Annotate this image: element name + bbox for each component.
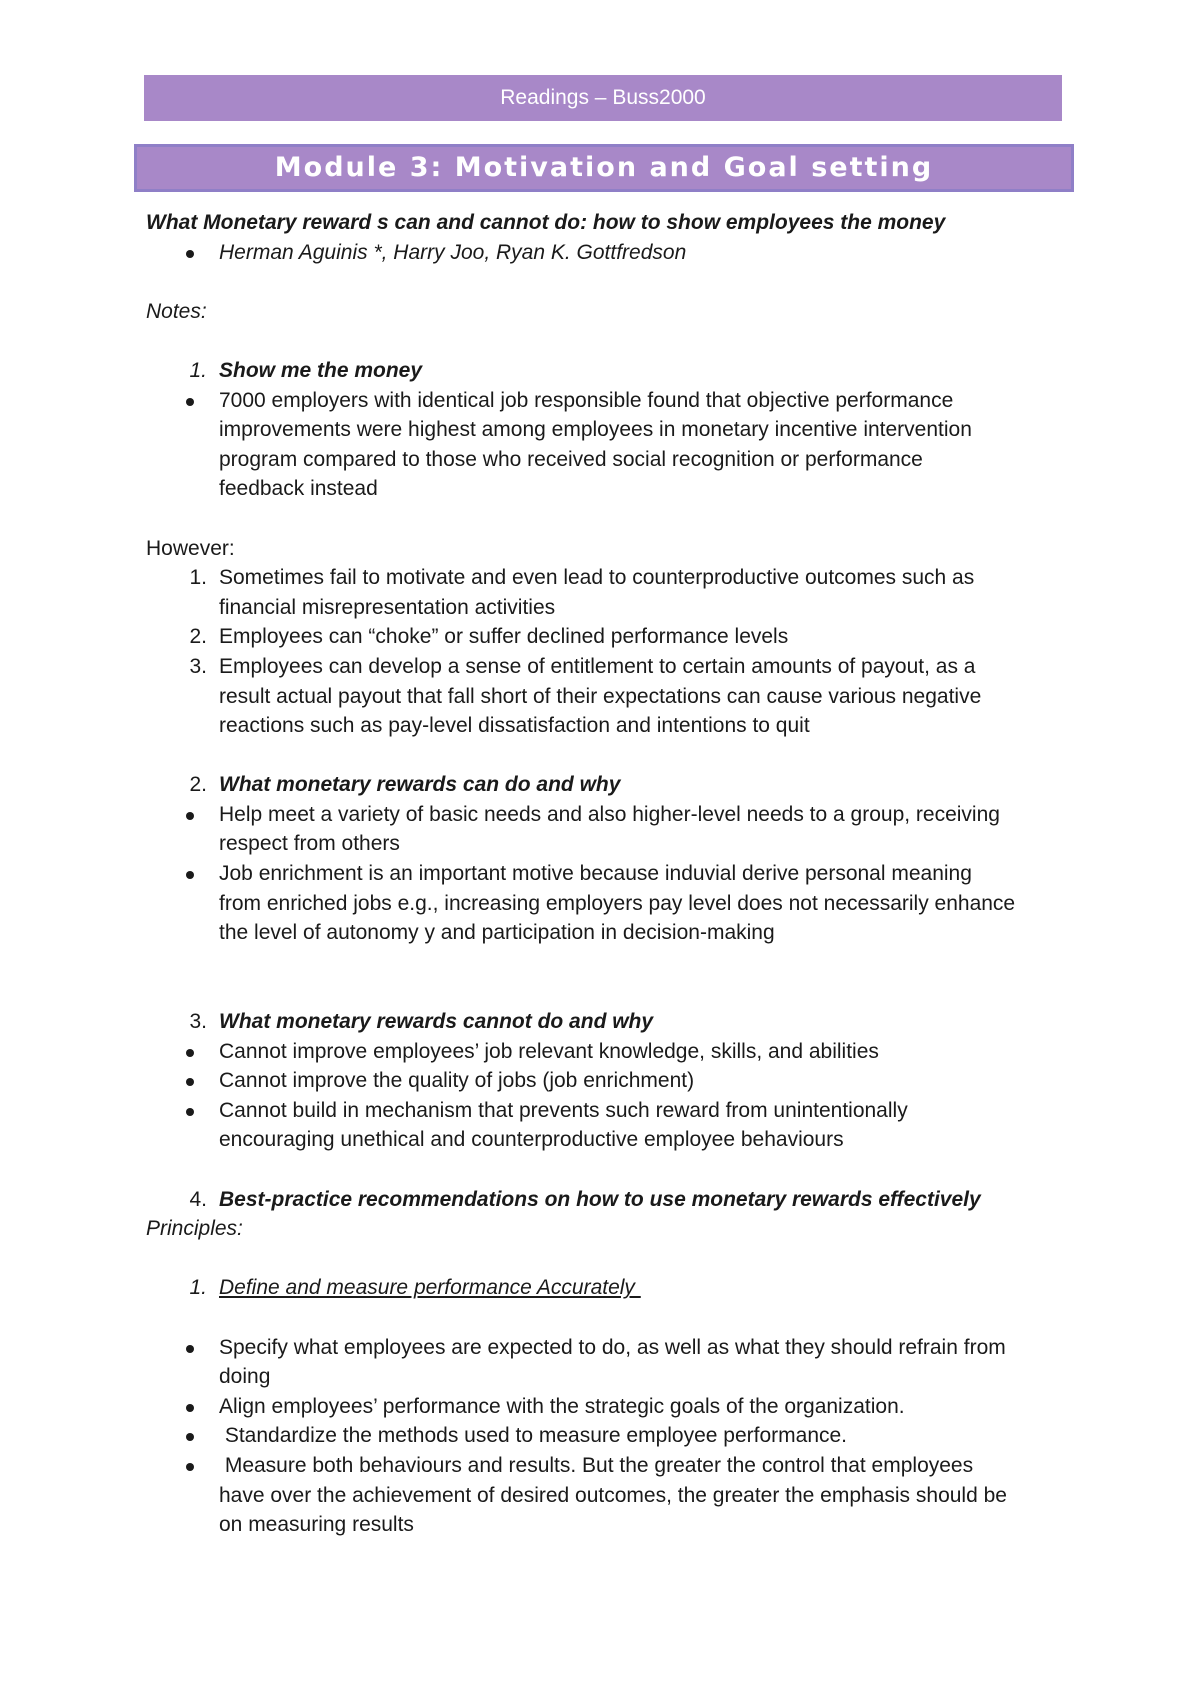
notes-label: Notes: [146, 299, 207, 323]
bullet-continuation [146, 918, 1066, 948]
item-number: 3. [189, 654, 207, 678]
page-header: Readings – Buss2000 [144, 75, 1062, 121]
bullet-continuation [146, 1481, 1066, 1511]
however-item-1 [146, 563, 1066, 593]
bullet-text-line: encouraging unethical and counterproductive employee behaviours [219, 1128, 844, 1152]
bullet-text-line: program compared to those who received social recognition or performance [219, 447, 923, 471]
section-2-bullet-2 [146, 859, 1066, 889]
bullet-continuation [146, 1510, 1066, 1540]
bullet-continuation [146, 415, 1066, 445]
bullet-continuation [146, 889, 1066, 919]
item-continuation [146, 711, 1066, 741]
document-body [146, 208, 1066, 1540]
spacer [146, 977, 1066, 1007]
section-number: 1. [189, 358, 207, 382]
section-2-heading: What monetary rewards can do and why [219, 773, 621, 797]
item-number: 1. [189, 566, 207, 590]
section-1-heading: Show me the money [219, 358, 423, 382]
item-text-line: reactions such as pay-level dissatisfaction and intentions to quit [219, 714, 810, 738]
section-3-bullet-2 [146, 1066, 1066, 1096]
principles-label-line [146, 1214, 1066, 1244]
bullet-icon [146, 238, 219, 267]
principle-1-heading-line [146, 1273, 1066, 1303]
authors-line [146, 238, 1066, 268]
section-4-heading-line [146, 1185, 1066, 1215]
bullet-text-line: Cannot build in mechanism that prevents such reward from unintentionally [219, 1098, 908, 1122]
item-text-line: Employees can “choke” or suffer declined performance levels [219, 625, 789, 649]
however-label: However: [146, 536, 235, 560]
section-3-heading: What monetary rewards cannot do and why [219, 1010, 654, 1034]
spacer [146, 948, 1066, 978]
item-continuation [146, 593, 1066, 623]
bullet-icon [146, 1066, 219, 1095]
item-continuation [146, 682, 1066, 712]
spacer [146, 1303, 1066, 1333]
bullet-icon [146, 1037, 219, 1066]
bullet-text-line: 7000 employers with identical job responsible found that objective performance [219, 388, 954, 412]
bullet-text-line: Specify what employees are expected to do, as well as what they should refrain from [219, 1335, 1006, 1359]
section-number: 2. [189, 773, 207, 797]
bullet-text-line: respect from others [219, 832, 400, 856]
section-1-bullet [146, 386, 1066, 416]
bullet-text-line: improvements were highest among employees in monetary incentive intervention [219, 418, 972, 442]
article-title-line [146, 208, 1066, 238]
principle-1-heading: Define and measure performance Accurately [219, 1276, 641, 1300]
section-3-heading-line [146, 1007, 1066, 1037]
bullet-icon [146, 386, 219, 415]
module-title: Module 3: Motivation and Goal setting [134, 144, 1074, 192]
article-authors: Herman Aguinis *, Harry Joo, Ryan K. Gottfredson [219, 240, 687, 264]
bullet-text-line: from enriched jobs e.g., increasing employers pay level does not necessarily enhance [219, 891, 1016, 915]
spacer [146, 1155, 1066, 1185]
bullet-icon [146, 1451, 219, 1480]
bullet-text-line: the level of autonomy y and participation in decision-making [219, 921, 775, 945]
bullet-icon [146, 1333, 219, 1362]
section-number: 4. [189, 1187, 207, 1211]
bullet-text-line: Align employees’ performance with the strategic goals of the organization. [219, 1394, 905, 1418]
spacer [146, 504, 1066, 534]
bullet-text-line: Cannot improve employees’ job relevant knowledge, skills, and abilities [219, 1039, 879, 1063]
bullet-continuation [146, 474, 1066, 504]
bullet-text-line: on measuring results [219, 1513, 414, 1537]
bullet-continuation [146, 1362, 1066, 1392]
however-item-3 [146, 652, 1066, 682]
principle-1-bullet-1 [146, 1333, 1066, 1363]
spacer [146, 1244, 1066, 1274]
bullet-text-line: doing [219, 1365, 271, 1389]
bullet-text-line: Measure both behaviours and results. But the greater the control that employees [219, 1453, 974, 1477]
bullet-text-line: Help meet a variety of basic needs and also higher-level needs to a group, receiving [219, 802, 1000, 826]
bullet-continuation [146, 1125, 1066, 1155]
section-3-bullet-3 [146, 1096, 1066, 1126]
bullet-icon [146, 1392, 219, 1421]
bullet-icon [146, 1096, 219, 1125]
section-number: 3. [189, 1010, 207, 1034]
item-text-line: financial misrepresentation activities [219, 595, 556, 619]
item-number: 2. [189, 625, 207, 649]
section-2-bullet-1 [146, 800, 1066, 830]
notes-label-line [146, 297, 1066, 327]
spacer [146, 326, 1066, 356]
bullet-text-line: have over the achievement of desired outcomes, the greater the emphasis should be [219, 1483, 1007, 1507]
item-text-line: Employees can develop a sense of entitlement to certain amounts of payout, as a [219, 654, 976, 678]
bullet-continuation [146, 829, 1066, 859]
spacer [146, 267, 1066, 297]
principle-1-bullet-3 [146, 1421, 1066, 1451]
bullet-text-line: Standardize the methods used to measure employee performance. [219, 1424, 848, 1448]
bullet-icon [146, 800, 219, 829]
however-label-line [146, 534, 1066, 564]
however-item-2 [146, 622, 1066, 652]
principle-1-bullet-2 [146, 1392, 1066, 1422]
bullet-continuation [146, 445, 1066, 475]
section-2-heading-line [146, 770, 1066, 800]
bullet-text-line: Job enrichment is an important motive because induvial derive personal meaning [219, 862, 972, 886]
bullet-text-line: feedback instead [219, 477, 378, 501]
article-title: What Monetary reward s can and cannot do: how to show employees the money [146, 211, 946, 234]
item-text-line: result actual payout that fall short of their expectations can cause various negative [219, 684, 982, 708]
spacer [146, 741, 1066, 771]
bullet-icon [146, 1421, 219, 1450]
principle-1-bullet-4 [146, 1451, 1066, 1481]
bullet-text-line: Cannot improve the quality of jobs (job enrichment) [219, 1069, 695, 1093]
section-4-heading: Best-practice recommendations on how to use monetary rewards effectively [219, 1187, 981, 1211]
section-3-bullet-1 [146, 1037, 1066, 1067]
item-text-line: Sometimes fail to motivate and even lead to counterproductive outcomes such as [219, 566, 975, 590]
bullet-icon [146, 859, 219, 888]
principle-number: 1. [189, 1276, 207, 1300]
section-1-heading-line [146, 356, 1066, 386]
principles-label: Principles: [146, 1217, 243, 1241]
